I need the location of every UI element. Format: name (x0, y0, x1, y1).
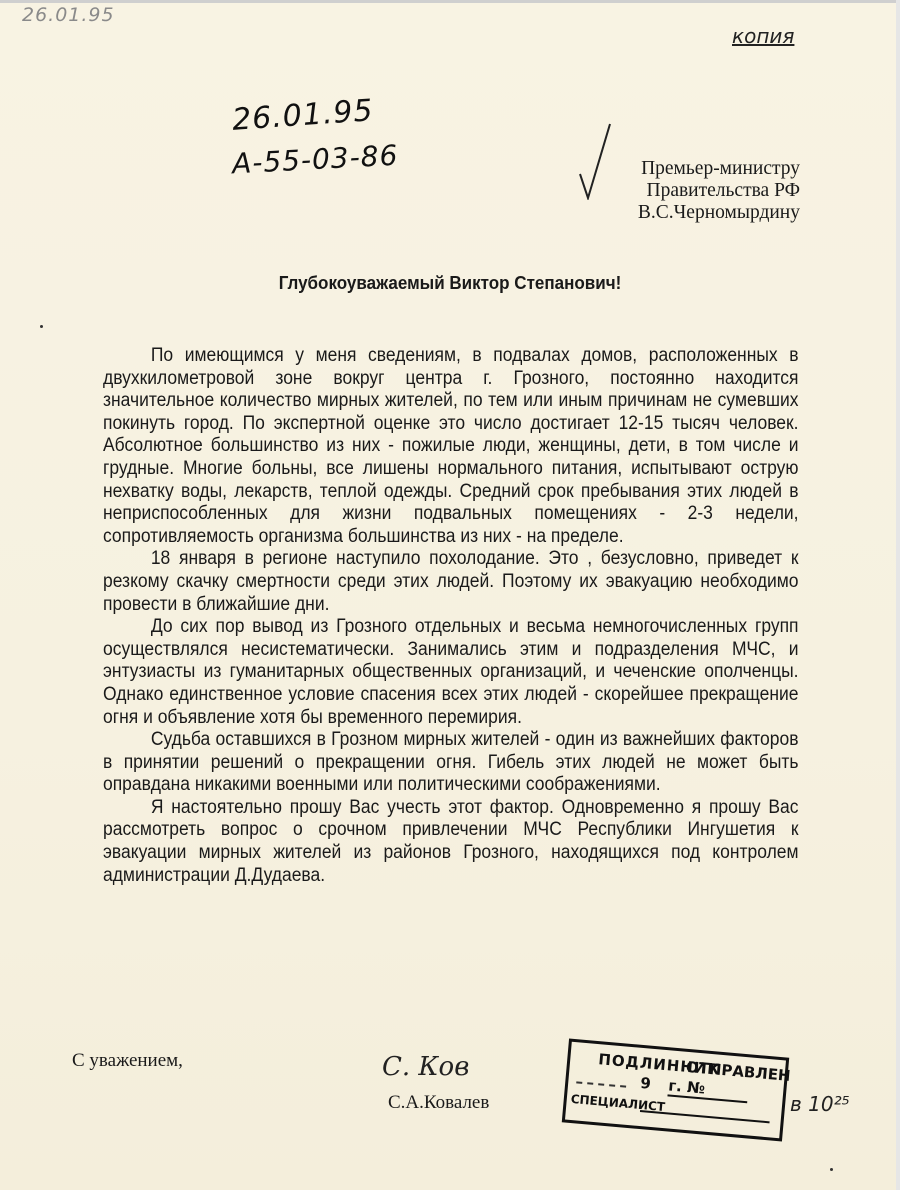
paragraph: По имеющимся у меня сведениям, в подвалах домов, расположенных в двухкилометровой зоне вокруг центра г. Грозного, постоянно находится значительное количество мирных жителей, по тем или иным причинам не сумевших покинуть город. По экспертной оценке это число достигает 12-15 тысяч человек. Абсолютное большинство из них - пожилые люди, женщины, дети, в том числе и грудные. Многие больны, все лишены нормального питания, испытывают острую нехватку воды, лекарств, теплой одежды. Средний срок пребывания этих людей в неприспособленных для жизни подвальных помещениях - 2-3 недели, сопротивляемость организма большинства из них - на пределе. (103, 345, 799, 547)
recipient-organization: Правительства РФ (646, 180, 800, 201)
letter-body (103, 345, 799, 887)
stamp-original: ПОДЛИННИК (597, 1050, 722, 1079)
stamp-date-line (576, 1069, 627, 1087)
dispatch-stamp (562, 1039, 792, 1142)
copy-note: копия (732, 24, 795, 48)
closing: С уважением, (72, 1050, 183, 1071)
paper-speck (830, 1168, 833, 1171)
scan-edge-right (896, 0, 900, 1190)
registration-number: А-55-03-86 (231, 138, 400, 181)
registration-date: 26.01.95 (230, 93, 375, 138)
recipient-name: В.С.Черномырдину (637, 202, 800, 223)
recipient-title: Премьер-министру (641, 158, 800, 179)
stamp-day: 9 (639, 1073, 652, 1093)
scan-edge-top (0, 0, 900, 3)
salutation: Глубокоуважаемый Виктор Степанович! (278, 272, 622, 293)
paragraph: 18 января в регионе наступило похолодание. Это , безусловно, приведет к резкому скачку смертности среди этих людей. Поэтому их эвакуацию необходимо провести в ближайшие дни. (103, 548, 799, 615)
stamp-time-note: в 10²⁵ (790, 1092, 850, 1116)
stamp-specialist: СПЕЦИАЛИСТ (570, 1091, 666, 1115)
archive-date: 26.01.95 (22, 4, 115, 26)
stamp-specialist-line (640, 1110, 770, 1123)
checkmark-icon (578, 122, 612, 200)
paragraph: До сих пор вывод из Грозного отдельных и весьма немногочисленных групп осуществлялся несистематически. Занимались этим и подразделения МЧС, и энтузиасты из гуманитарных общественных организаций, и чеченские ополченцы. Однако единственное условие спасения всех этих людей - скорейшее прекращение огня и объявление хотя бы временного перемирия. (103, 616, 799, 728)
signature: С. Ков (382, 1052, 470, 1082)
paper-speck (40, 325, 43, 328)
stamp-year-number: г. № (667, 1076, 748, 1103)
paragraph: Я настоятельно прошу Вас учесть этот фактор. Одновременно я прошу Вас рассмотреть вопрос о срочном привлечении МЧС Республики Ингушетия к эвакуации мирных жителей из районов Грозного, находящихся под контролем администрации Д.Дудаева. (103, 796, 799, 886)
paragraph: Судьба оставшихся в Грозном мирных жителей - один из важнейших факторов в принятии решений о прекращении огня. Гибель этих людей не может быть оправдана никакими военными или политическими соображениями. (103, 729, 799, 796)
signer-name: С.А.Ковалев (388, 1092, 490, 1113)
stamp-sent: ОТПРАВЛЕН (685, 1057, 792, 1085)
recipient-block (610, 158, 800, 224)
